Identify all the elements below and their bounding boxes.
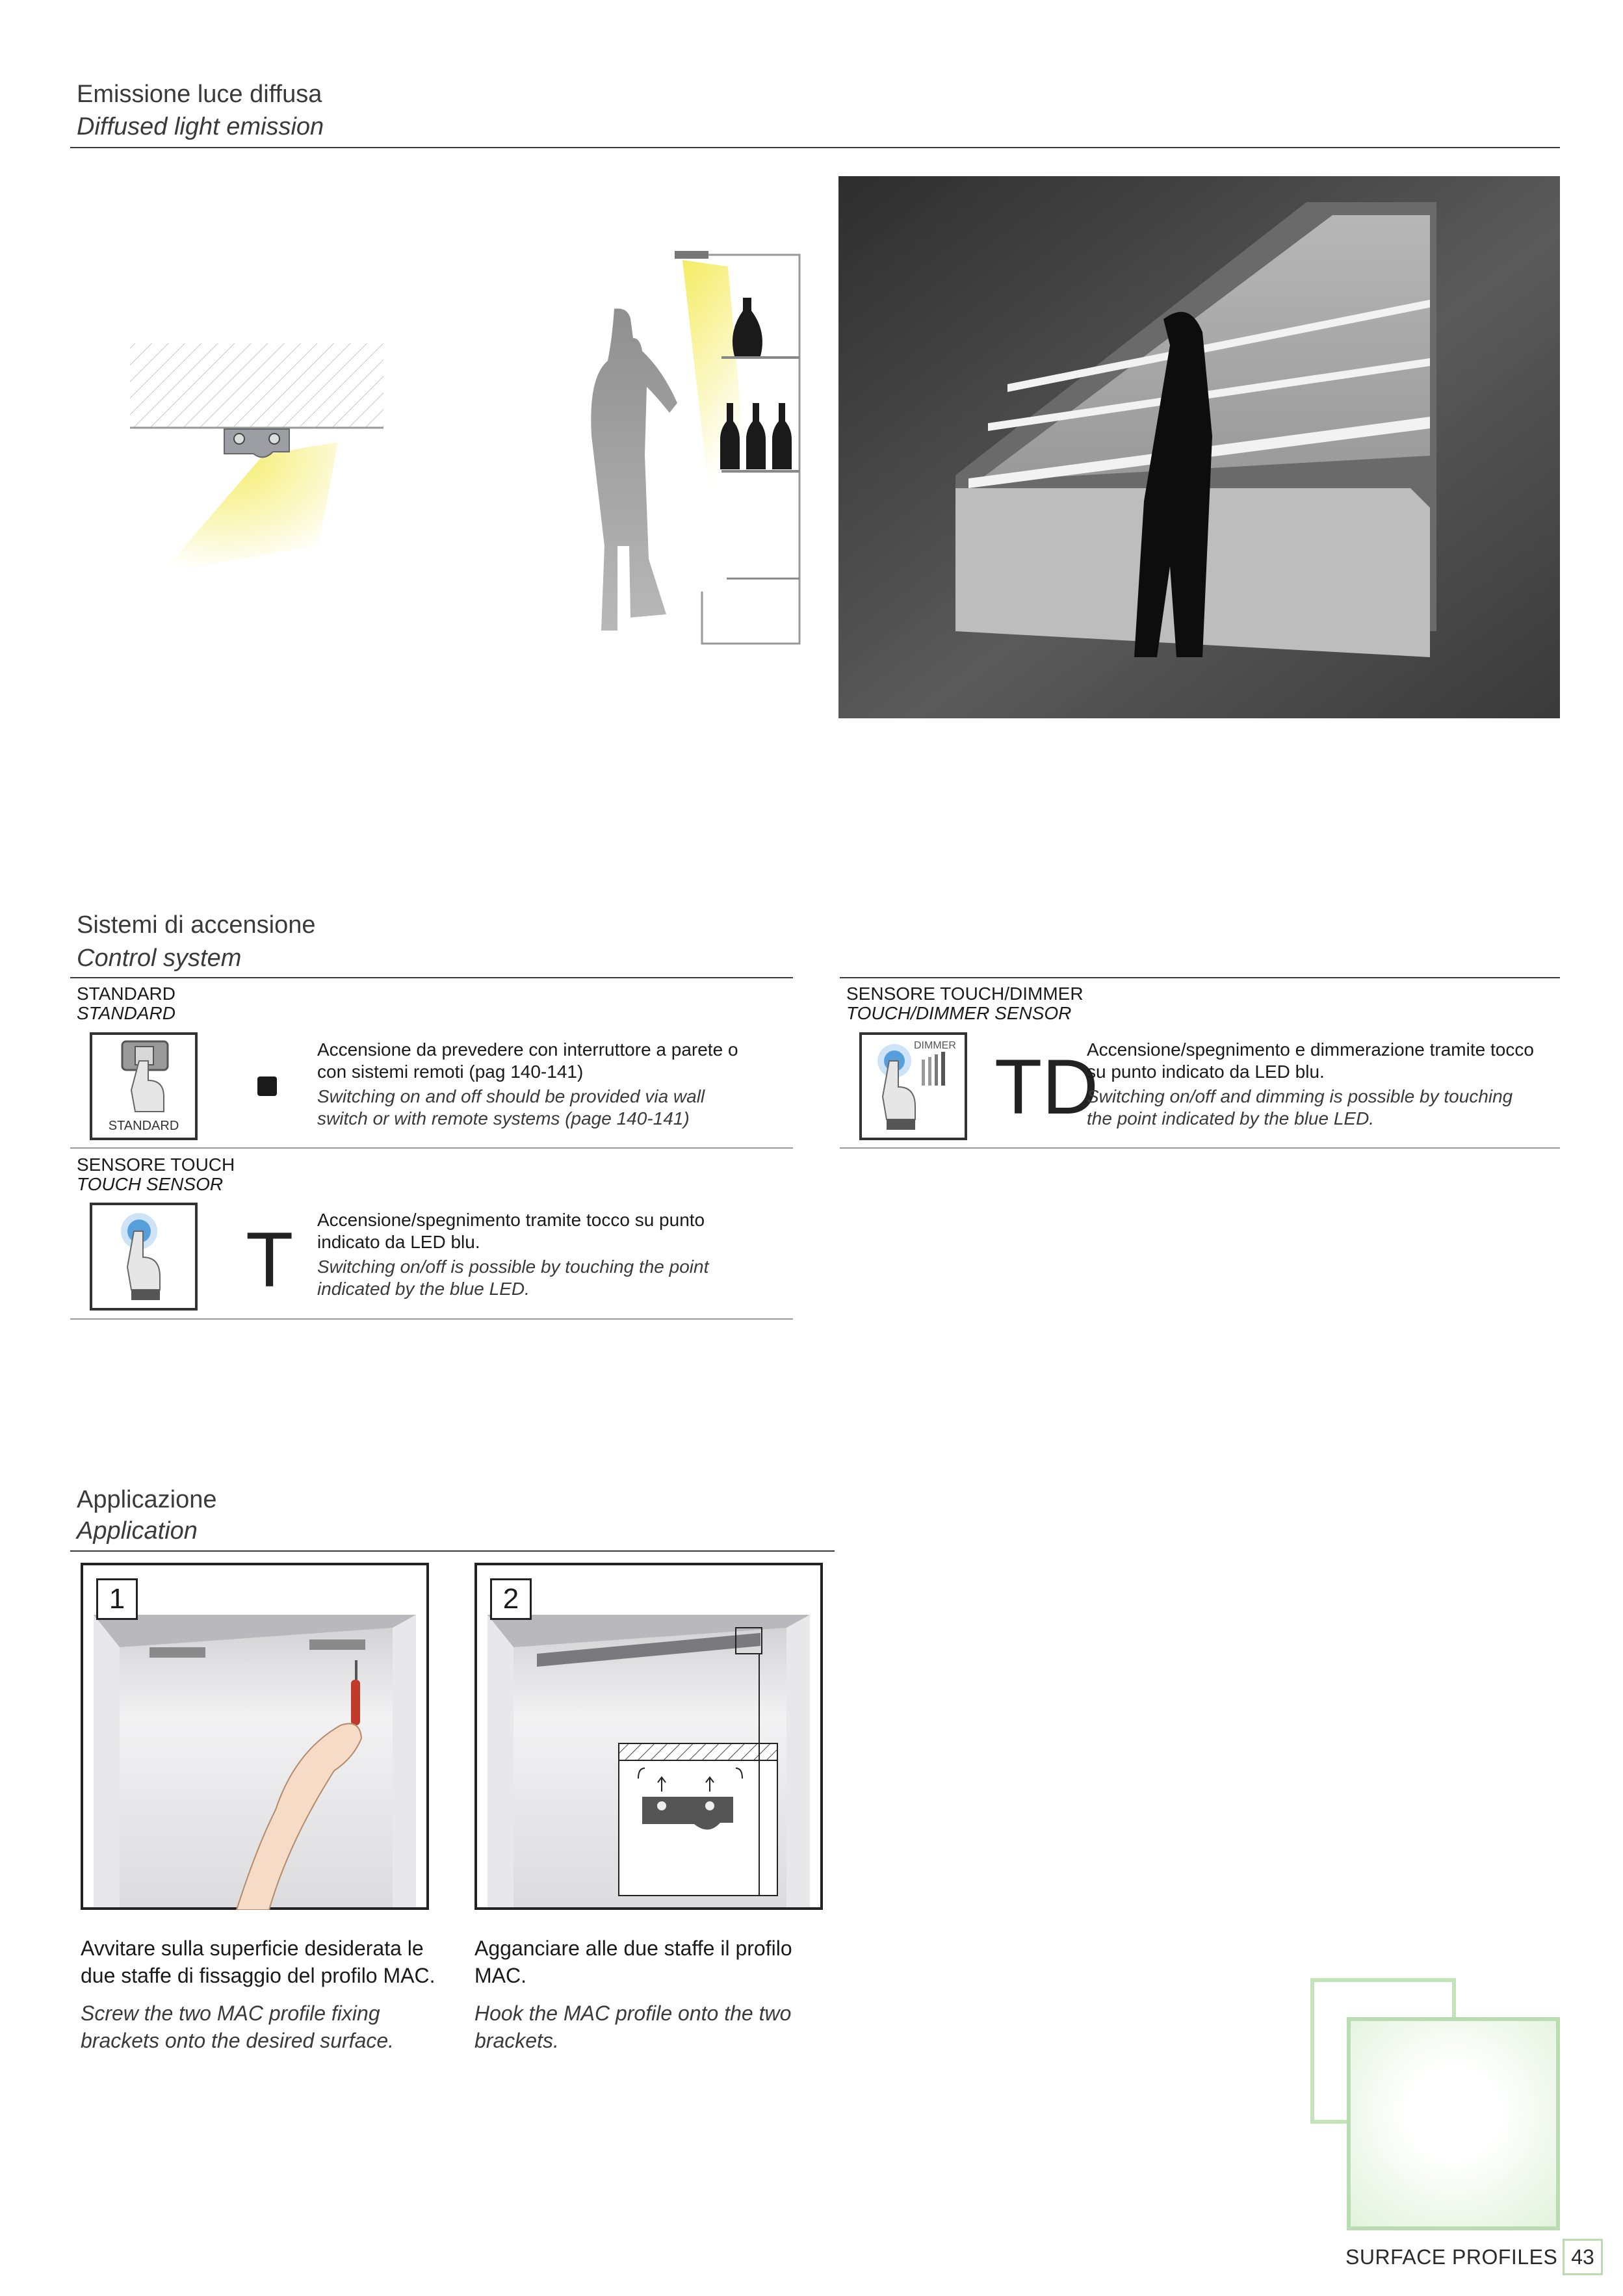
profile-section-diagram [123, 338, 396, 585]
standard-divider [70, 1147, 793, 1149]
control-title: Sistemi di accensione [77, 911, 316, 939]
touch-dimmer-text-en: Switching on/off and dimming is possible by touching the point indicated by the blue LED. [1087, 1086, 1513, 1128]
touch-dimmer-divider [840, 1147, 1560, 1149]
touch-text-it: Accensione/spegnimento tramite tocco su punto indicato da LED blu. [317, 1210, 705, 1252]
step-1-number: 1 [96, 1578, 138, 1620]
photo-diffused-light-shelf [838, 176, 1560, 718]
page-subtitle: Diffused light emission [77, 113, 324, 140]
page-number: 43 [1563, 2239, 1603, 2275]
standard-switch-icon [90, 1032, 198, 1140]
step-2-text-en: Hook the MAC profile onto the two brackets. [474, 2002, 792, 2052]
control-rule-left [70, 977, 793, 978]
man-shelf-illustration [552, 241, 812, 696]
standard-label: STANDARD [77, 984, 175, 1004]
standard-text-it: Accensione da prevedere con interruttore a parete o con sistemi remoti (pag 140-141) [317, 1039, 738, 1082]
step-1-text-en: Screw the two MAC profile fixing brackets onto the desired surface. [81, 2002, 395, 2052]
application-subtitle: Application [77, 1517, 198, 1545]
header-rule [70, 147, 1560, 148]
decor-square-front [1347, 2017, 1560, 2230]
standard-text-en: Switching on and off should be provided via wall switch or with remote systems (page 140-141) [317, 1086, 705, 1128]
standard-icon-caption: STANDARD [108, 1119, 179, 1133]
touch-dimmer-symbol: TD [994, 1043, 1098, 1130]
touch-label: SENSORE TOUCH [77, 1155, 235, 1175]
control-subtitle: Control system [77, 945, 242, 972]
touch-dimmer-icon [859, 1032, 967, 1140]
standard-symbol-square [257, 1076, 277, 1096]
touch-dimmer-text-it: Accensione/spegnimento e dimmerazione tramite tocco su punto indicato da LED blu. [1087, 1039, 1534, 1082]
application-rule [70, 1550, 835, 1552]
touch-divider [70, 1318, 793, 1320]
touch-symbol: T [246, 1216, 294, 1303]
application-title: Applicazione [77, 1486, 217, 1513]
footer-section-label: SURFACE PROFILES [1345, 2245, 1558, 2269]
page-title: Emissione luce diffusa [77, 81, 322, 108]
touch-label-en: TOUCH SENSOR [77, 1174, 224, 1194]
step-2-number: 2 [490, 1578, 532, 1620]
step-1-text-it: Avvitare sulla superficie desiderata le due staffe di fissaggio del profilo MAC. [81, 1937, 435, 1987]
touch-dimmer-label: SENSORE TOUCH/DIMMER [846, 984, 1084, 1004]
touch-sensor-icon [90, 1203, 198, 1311]
standard-label-en: STANDARD [77, 1003, 175, 1023]
touch-dimmer-label-en: TOUCH/DIMMER SENSOR [846, 1003, 1072, 1023]
touch-text-en: Switching on/off is possible by touching the point indicated by the blue LED. [317, 1257, 709, 1299]
control-rule-right [840, 977, 1560, 978]
step-2-text-it: Agganciare alle due staffe il profilo MAC. [474, 1937, 792, 1987]
dimmer-icon-caption: DIMMER [914, 1040, 956, 1051]
